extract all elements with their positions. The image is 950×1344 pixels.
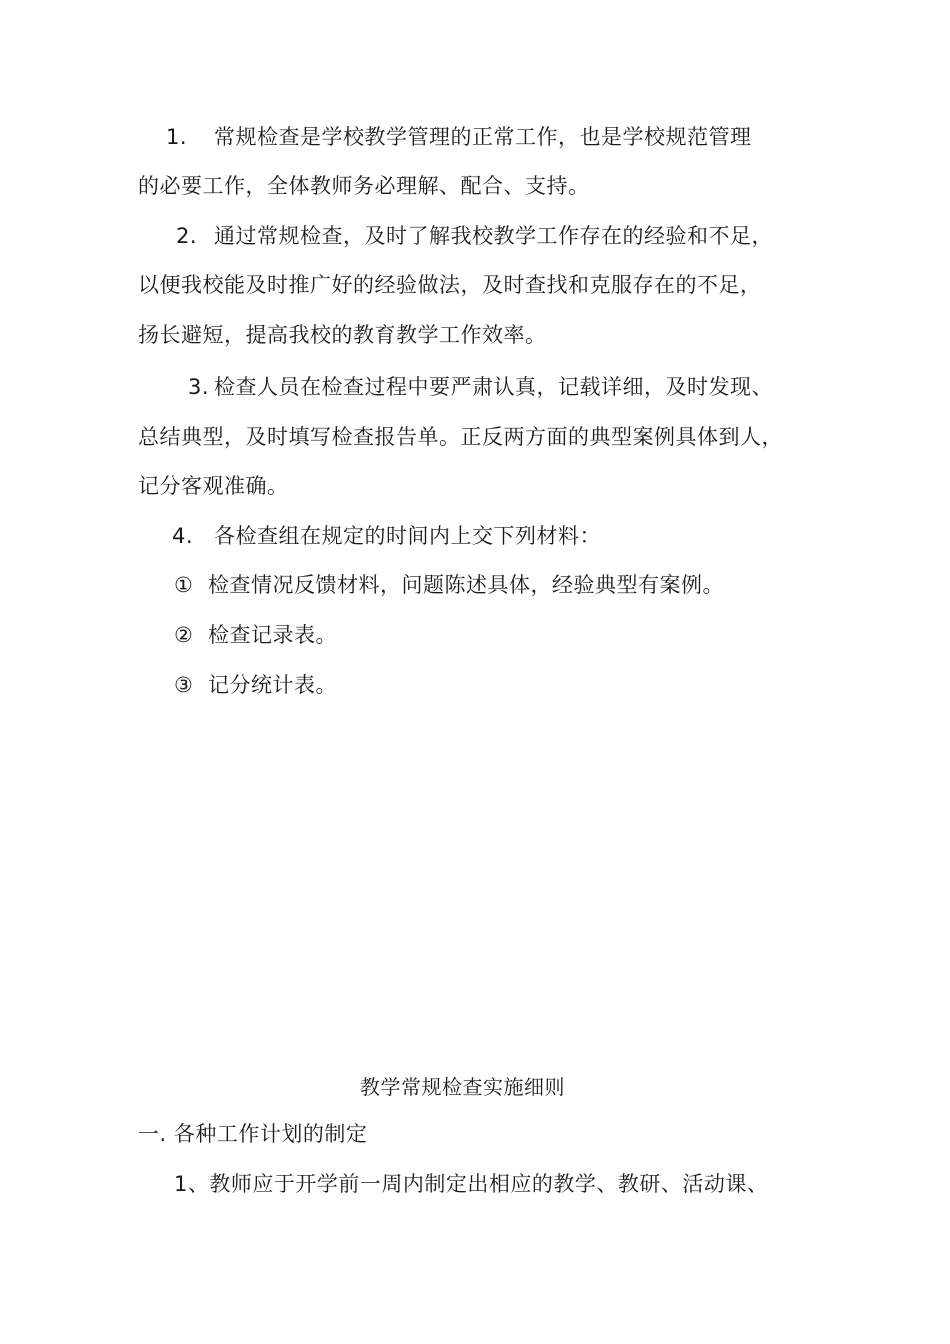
item-2-number: 2.	[176, 224, 198, 248]
item-2-line-3: 扬长避短，提高我校的教育教学工作效率。	[138, 323, 547, 347]
item-2-line-1: 通过常规检查，及时了解我校教学工作存在的经验和不足，	[214, 224, 773, 248]
material-1-text: 检查情况反馈材料，问题陈述具体，经验典型有案例。	[208, 573, 724, 597]
material-2-text: 检查记录表。	[208, 623, 337, 647]
item-3-line-3: 记分客观准确。	[138, 474, 289, 498]
section-title: 教学常规检查实施细则	[360, 1075, 565, 1099]
item-2-line-2: 以便我校能及时推广好的经验做法，及时查找和克服存在的不足，	[138, 273, 762, 297]
item-3-line-2: 总结典型，及时填写检查报告单。正反两方面的典型案例具体到人，	[138, 425, 783, 449]
material-1-mark: ①	[174, 573, 194, 597]
item-1-number: 1.	[166, 125, 188, 149]
item-1-line-2: 的必要工作，全体教师务必理解、配合、支持。	[138, 174, 590, 198]
material-3-mark: ③	[174, 673, 194, 697]
item-4-line-1: 各检查组在规定的时间内上交下列材料：	[214, 524, 601, 548]
material-3-text: 记分统计表。	[208, 673, 337, 697]
section-paragraph-start: 1、教师应于开学前一周内制定出相应的教学、教研、活动课、	[174, 1172, 769, 1196]
material-2-mark: ②	[174, 623, 194, 647]
section-heading: 一. 各种工作计划的制定	[138, 1122, 368, 1146]
item-3-number: 3.	[188, 375, 210, 399]
item-3-line-1: 检查人员在检查过程中要严肃认真，记载详细，及时发现、	[214, 375, 773, 399]
item-4-number: 4.	[172, 524, 194, 548]
item-1-line-1: 常规检查是学校教学管理的正常工作，也是学校规范管理	[214, 125, 752, 149]
